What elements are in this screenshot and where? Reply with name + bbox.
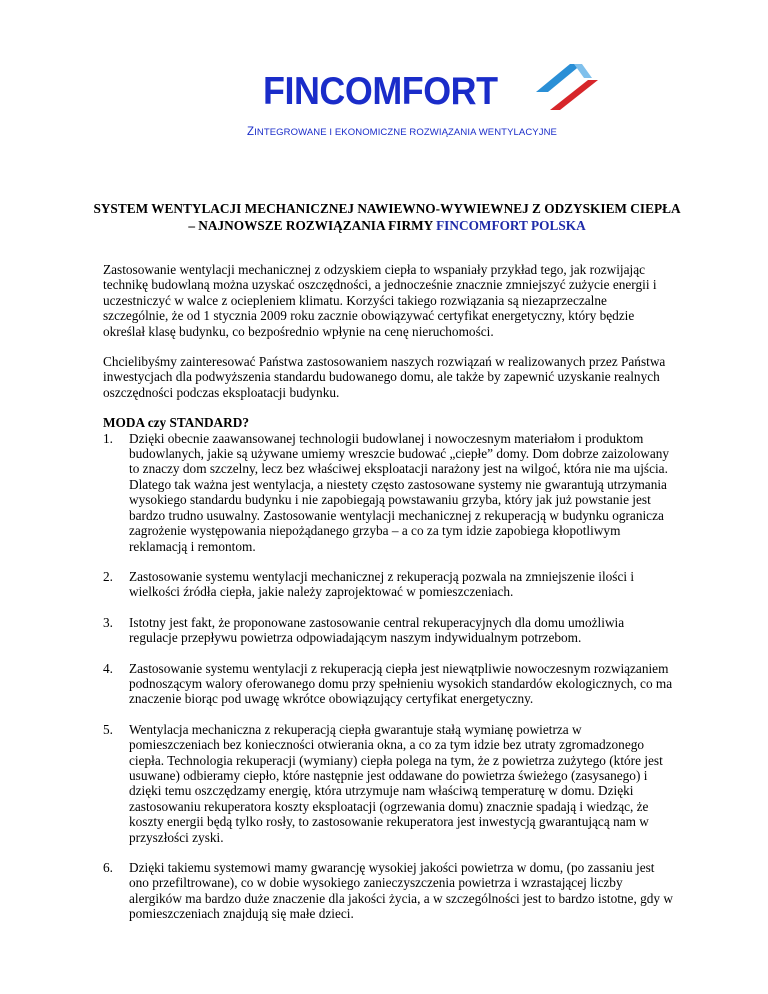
tagline: [247, 126, 617, 138]
list-item: [103, 661, 673, 707]
list-item: [103, 722, 673, 845]
benefits-list: [103, 431, 673, 922]
list-item-number: 3.: [103, 614, 113, 630]
list-item: [103, 569, 673, 600]
brand-name: FINCOMFORT: [263, 70, 498, 113]
list-item-number: 5.: [103, 721, 113, 737]
tagline-text: INTEGROWANE I EKONOMICZNE ROZWIĄZANIA WENTYLACYJNE: [254, 127, 557, 138]
document-body: [103, 262, 673, 937]
logo-blue-fold: [574, 64, 592, 78]
list-item: [103, 615, 673, 646]
list-item-text: Dzięki takiemu systemowi mamy gwarancję wysokiej jakości powietrza w domu, (po zassaniu jest ono przefiltrowane), co w dobie wysokiego zanieczyszczenia powietrza i wzrastającej liczby alergików ma bardzo duże znaczenie dla jakości życia, a w szczególności jest to bardzo istotne, gdy w pomieszczeniach znajdują się małe dzieci.: [129, 860, 673, 922]
section-heading: MODA czy STANDARD?: [103, 415, 250, 431]
list-item-text: Zastosowanie systemu wentylacji z rekuperacją ciepła jest niewątpliwie nowoczesnym rozwiązaniem podnoszącym walory oferowanego domu przy spełnieniu wysokich standardów ekologicznych, co ma znaczenie biorąc pod uwagę wkrótce obowiązujący certyfikat energetyczny.: [129, 660, 673, 707]
logo-red-stripe: [550, 80, 598, 110]
list-item-number: 4.: [103, 660, 113, 676]
list-item-number: 2.: [103, 568, 113, 584]
tagline-initial: Z: [247, 126, 255, 138]
fincomfort-logo-icon: [530, 58, 600, 120]
list-item-text: Istotny jest fakt, że proponowane zastosowanie central rekuperacyjnych dla domu umożliwia regulacje przepływu powietrza odpowiadającym naszym indywidualnym potrzebom.: [129, 614, 625, 646]
intro-paragraph: Zastosowanie wentylacji mechanicznej z odzyskiem ciepła to wspaniały przykład tego, jak rozwijając technikę budowlaną można uzyskać oszczędności, a jednocześnie znacznie zmniejszyć zużycie energii i uczestniczyć w walce z ociepleniem klimatu. Korzyści takiego rozwiązania są niezaprzeczalne szczególnie, że od 1 stycznia 2009 roku zacznie obowiązywać certyfikat energetyczny, który będzie określał klasę budynku, co bezpośrednio wpłynie na cenę nieruchomości.: [103, 262, 657, 339]
title-company: FINCOMFORT POLSKA: [436, 218, 586, 233]
company-header: [247, 58, 625, 153]
list-item-number: 6.: [103, 860, 113, 875]
list-item-text: Wentylacja mechaniczna z rekuperacją ciepła gwarantuje stałą wymianę powietrza w pomieszczeniach bez konieczności otwierania okna, a co za tym idzie bez utraty zgromadzonego ciepła. Technologia rekuperacji (wymiany) ciepła polega na tym, że z powietrza zużytego (które jest usuwane) odbieramy ciepło, które następnie jest oddawane do powietrza świeżego (zasysanego) i dzięki temu oszczędzamy energię, która utrzymuje nam właściwą temperaturę w domu. Dzięki zastosowaniu rekuperatora koszty eksploatacji (ogrzewania domu) znacznie spadają i wiedząc, że koszty energii będą tylko rosły, to zastosowanie rekuperatora jest inwestycją gwarantującą nam w przyszłości zyski.: [129, 721, 663, 845]
title-text: SYSTEM WENTYLACJI MECHANICZNEJ NAWIEWNO-WYWIEWNEJ Z ODZYSKIEM CIEPŁA – NAJNOWSZE ROZWIĄZANIA FIRMY: [93, 201, 681, 233]
list-item: [103, 860, 673, 922]
logo-blue-stripe: [536, 64, 582, 92]
document-title: [92, 200, 682, 234]
invitation-paragraph: Chcielibyśmy zainteresować Państwa zastosowaniem naszych rozwiązań w realizowanych przez Państwa inwestycjach dla podwyższenia standardu budowanego domu, ale także by zapewnić uzyskanie realnych oszczędności podczas eksploatacji budynku.: [103, 354, 666, 400]
list-item: [103, 431, 673, 554]
list-item-text: Dzięki obecnie zaawansowanej technologii budowlanej i nowoczesnym materiałom i produktom budowlanych, jakie są używane umiemy wreszcie budować „ciepłe” domy. Dom dobrze zaizolowany to znaczy dom szczelny, lecz bez właściwej eksploatacji narażony jest na wilgoć, która nie ma ujścia. Dlatego tak ważna jest wentylacja, a niestety często zastosowane systemy nie gwarantują utrzymania wysokiego standardu budynku i nie zapobiegają powstawaniu grzyba, który jak już powstanie jest bardzo trudno usuwalny. Zastosowanie wentylacji mechanicznej z rekuperacją w budynku ogranicza zagrożenie występowania niepożądanego grzyba – a co za tym idzie zapobiega kłopotliwym reklamacją i remontom.: [129, 430, 670, 554]
list-item-number: 1.: [103, 430, 113, 446]
list-item-text: Zastosowanie systemu wentylacji mechanicznej z rekuperacją pozwala na zmniejszenie ilości i wielkości źródła ciepła, jakie należy zaprojektować w pomieszczeniach.: [129, 568, 635, 600]
